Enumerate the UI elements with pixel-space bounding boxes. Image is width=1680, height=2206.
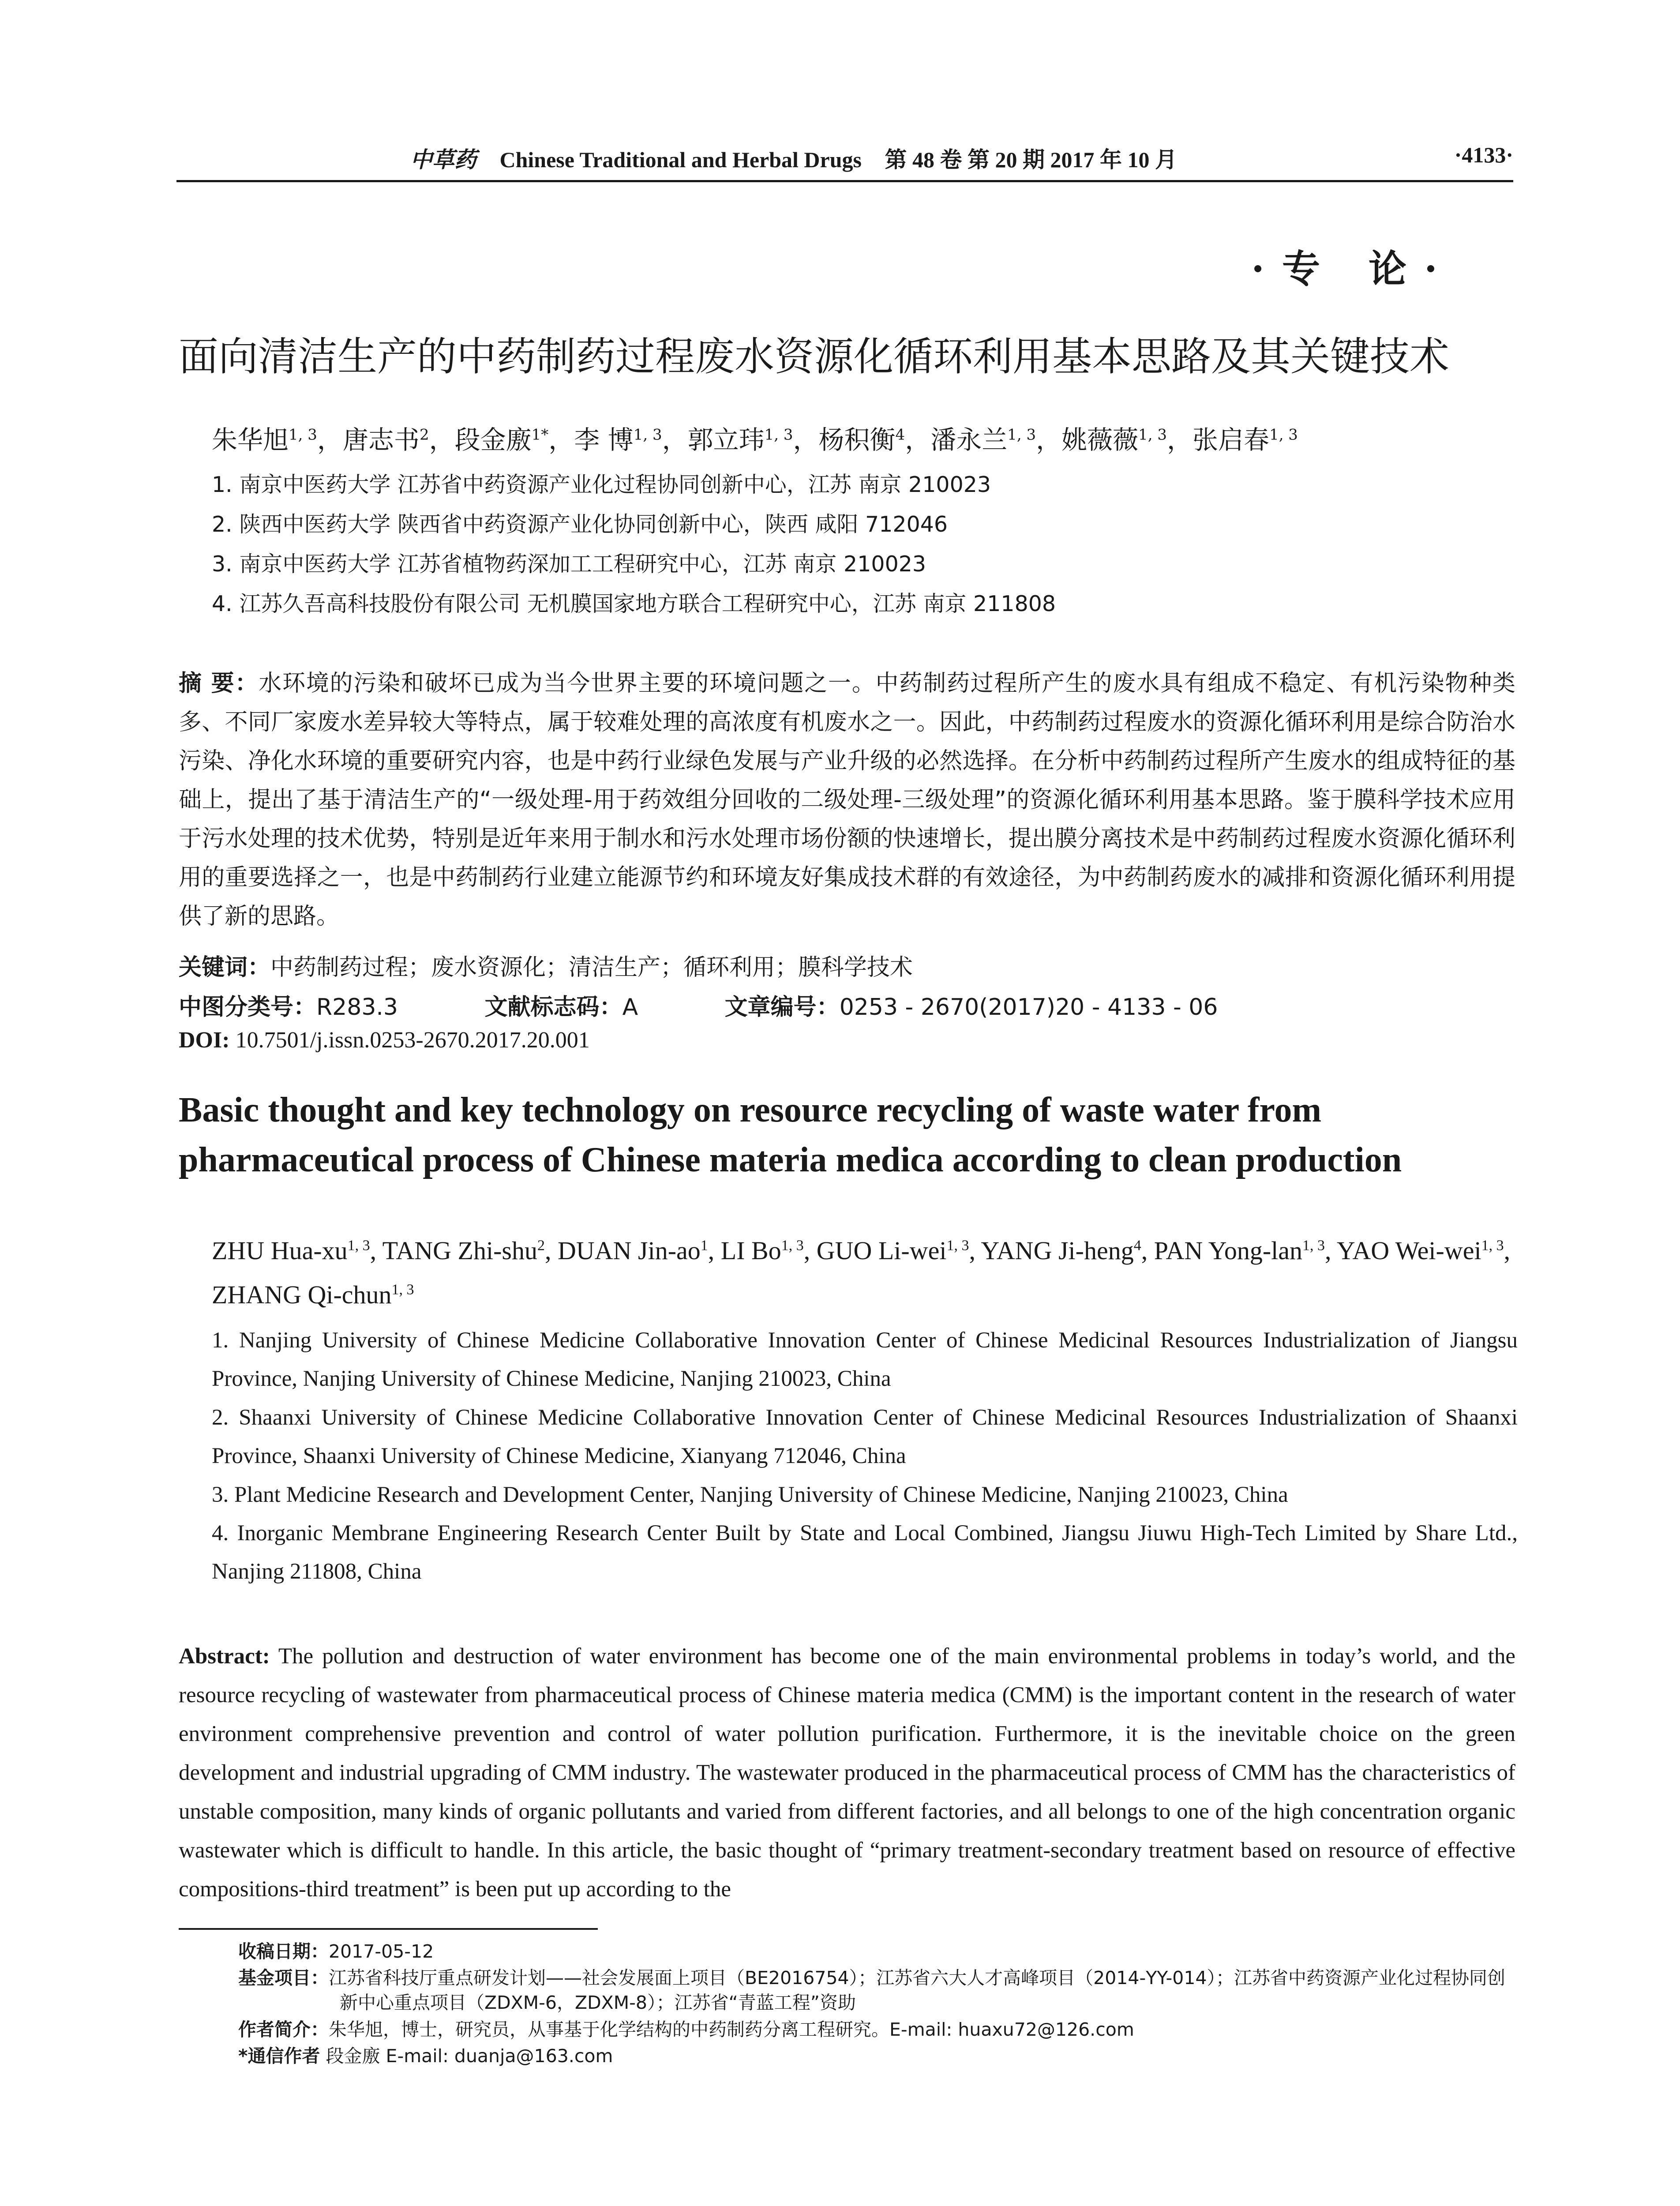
en-author-affiliation: 1: [700, 1238, 708, 1254]
cn-author-name: 朱华旭: [212, 425, 289, 455]
running-header: [176, 138, 1513, 182]
affiliation-en-1-text: Nanjing University of Chinese Medicine Collaborative Innovation Center of Chinese Medicinal Resources Industrialization of Jiangsu Province, Nanjing University of Chinese Medicine, Nanjing 210023, China: [212, 1328, 1518, 1391]
cn-author-affiliation: 1, 3: [633, 426, 662, 444]
journal-name-cn: 中草药: [410, 146, 476, 173]
affiliation-en-4: [212, 1514, 1518, 1591]
abstract-en-label: Abstract:: [179, 1644, 270, 1669]
en-author-name: LI Bo: [720, 1236, 781, 1265]
en-author-affiliation: 1, 3: [946, 1238, 969, 1254]
en-author-name: ZHANG Qi-chun: [212, 1280, 392, 1309]
doi-line: [179, 1027, 590, 1053]
en-author-name: DUAN Jin-ao: [557, 1236, 701, 1265]
affiliation-en-3-num: 3.: [212, 1482, 229, 1507]
en-author: DUAN Jin-$ao^1$,: [557, 1236, 721, 1265]
cn-author-affiliation: 1, 3: [1269, 426, 1298, 444]
en-author: [212, 1280, 414, 1309]
cn-author-name: 李 博: [574, 425, 634, 455]
section-label: ·专 论·: [1251, 247, 1455, 291]
en-author-name: GUO Li-wei: [816, 1236, 947, 1265]
classification-line: [179, 988, 1218, 1021]
fund-text: 江苏省科技厅重点研发计划——社会发展面上项目（BE2016754）；江苏省六大人才高峰项目（2014-YY-014）；江苏省中药资源产业化过程协同创新中心重点项目（ZDXM-6，ZDXM-8）；江苏省“青蓝工程”资助: [329, 1967, 1506, 2013]
article-number-label: 文章编号：: [724, 994, 840, 1020]
affiliation-en-2-num: 2.: [212, 1405, 229, 1430]
cn-author-name: 段金廒: [454, 425, 532, 455]
abstract-en: [179, 1637, 1515, 1909]
authors-en: [212, 1227, 1518, 1314]
en-author-affiliation: 1, 3: [1302, 1238, 1325, 1254]
cn-author-name: 唐志书: [342, 425, 420, 455]
keywords-text: 中药制药过程；废水资源化；清洁生产；循环利用；膜科学技术: [270, 954, 913, 981]
doc-code-value: A: [622, 994, 638, 1020]
cn-author: 姚薇薇$^{1, 3}$，: [1061, 425, 1193, 455]
en-author: YAO Wei-wei$^{1, 3}$,: [1336, 1236, 1511, 1265]
en-author: GUO Li-wei$^{1, 3}$,: [816, 1236, 981, 1265]
fund-label: 基金项目：: [238, 1967, 329, 1988]
footnote-correspondence: [238, 2044, 1509, 2068]
cn-author-affiliation: 2: [419, 426, 429, 444]
en-author-affiliation: 1, 3: [347, 1238, 370, 1254]
abstract-en-text: The pollution and destruction of water environment has become one of the main environmental problems in today’s world, and the resource recycling of wastewater from pharmaceutical process of Chinese materia medica (CMM) is the important content in the research of water environment comprehensive prevention and control of water pollution purification. Furthermore, it is the inevitable choice on the green development and industrial upgrading of CMM industry. The wastewater produced in the pharmaceutical process of CMM has the characteristics of unstable composition, many kinds of organic pollutants and varied from different factories, and all belongs to one of the high concentration organic wastewater which is difficult to handle. In this article, the basic thought of “primary treatment-secondary treatment based on resource of effective compositions-third treatment” is been put up according to the: [179, 1644, 1515, 1902]
cn-author: [1192, 425, 1298, 455]
cn-author-affiliation: 1, 3: [289, 426, 317, 444]
en-author-affiliation: 2: [537, 1238, 545, 1254]
en-author-name: TANG Zhi-shu: [382, 1236, 537, 1265]
en-author-name: ZHU Hua-xu: [212, 1236, 348, 1265]
en-author: PAN Yong-lan$^{1, 3}$,: [1154, 1236, 1337, 1265]
abstract-cn: [179, 664, 1515, 936]
journal-name-en: Chinese Traditional and Herbal Drugs: [499, 147, 862, 172]
keywords: [179, 949, 913, 982]
cn-author-affiliation: 1*: [531, 426, 549, 444]
en-author: YANG Ji-heng$^4$,: [981, 1236, 1154, 1265]
affiliation-en-2: [212, 1399, 1518, 1475]
title-en: Basic thought and key technology on resource recycling of waste water from pharmaceutical process of Chinese materia medica according to clean production: [179, 1091, 1402, 1179]
footnote-fund: [238, 1966, 1509, 2015]
journal-header: [410, 142, 1177, 174]
en-author-name: YAO Wei-wei: [1336, 1236, 1481, 1265]
cn-author: 段金廒$^{1*}$，: [454, 425, 574, 455]
cn-author: 潘永兰$^{1, 3}$，: [930, 425, 1062, 455]
affiliation-cn-4: 4. 江苏久吾高科技股份有限公司 无机膜国家地方联合工程研究中心，江苏 南京 211808: [212, 591, 1056, 616]
footnote-divider: [179, 1928, 598, 1930]
received-date: 2017-05-12: [329, 1941, 434, 1962]
affiliation-en-1: [212, 1321, 1518, 1398]
issue-info: 第 48 卷 第 20 期 2017 年 10 月: [885, 147, 1177, 172]
en-author-name: PAN Yong-lan: [1154, 1236, 1303, 1265]
abstract-cn-label: 摘 要：: [179, 670, 259, 697]
bio-label: 作者简介：: [238, 2019, 329, 2040]
received-label: 收稿日期：: [238, 1941, 329, 1962]
cn-author: 唐志书$^2$，: [342, 425, 455, 455]
affiliation-en-3-text: Plant Medicine Research and Development Center, Nanjing University of Chinese Medicine, Nanjing 210023, China: [234, 1482, 1288, 1507]
corr-text: 段金廒 E-mail: duanja@163.com: [326, 2045, 613, 2067]
affiliation-cn-1: 1. 南京中医药大学 江苏省中药资源产业化过程协同创新中心，江苏 南京 210023: [212, 472, 991, 497]
bio-text: 朱华旭，博士，研究员，从事基于化学结构的中药制药分离工程研究。E-mail: huaxu72@126.com: [329, 2019, 1134, 2040]
cn-author: 李 博$^{1, 3}$，: [574, 425, 688, 455]
en-author-name: YANG Ji-heng: [981, 1236, 1134, 1265]
en-author: LI Bo$^{1, 3}$,: [720, 1236, 817, 1265]
en-author-affiliation: 1, 3: [1481, 1238, 1504, 1254]
article-number-value: 0253 - 2670(2017)20 - 4133 - 06: [839, 994, 1218, 1020]
cn-author-name: 姚薇薇: [1061, 425, 1139, 455]
cn-author-name: 潘永兰: [930, 425, 1008, 455]
en-author-affiliation: 1, 3: [781, 1238, 804, 1254]
abstract-cn-text: 水环境的污染和破坏已成为当今世界主要的环境问题之一。中药制药过程所产生的废水具有组成不稳定、有机污染物种类多、不同厂家废水差异较大等特点，属于较难处理的高浓度有机废水之一。因此，中药制药过程废水的资源化循环利用是综合防治水污染、净化水环境的重要研究内容，也是中药行业绿色发展与产业升级的必然选择。在分析中药制药过程所产生废水的组成特征的基础上，提出了基于清洁生产的“一级处理-用于药效组分回收的二级处理-三级处理”的资源化循环利用基本思路。鉴于膜科学技术应用于污水处理的技术优势，特别是近年来用于制水和污水处理市场份额的快速增长，提出膜分离技术是中药制药过程废水资源化循环利用的重要选择之一，也是中药制药行业建立能源节约和环境友好集成技术群的有效途径，为中药制药废水的减排和资源化循环利用提供了新的思路。: [179, 670, 1515, 930]
title-cn: 面向清洁生产的中药制药过程废水资源化循环利用基本思路及其关键技术: [179, 334, 1449, 380]
clc-value: R283.3: [316, 994, 398, 1020]
authors-cn: [212, 419, 1298, 456]
doc-code-label: 文献标志码：: [484, 994, 622, 1020]
cn-author: 杨积衡$^4$，: [818, 425, 931, 455]
en-author-affiliation: 1, 3: [391, 1281, 414, 1298]
cn-author: 朱华旭$^{1, 3}$，: [212, 425, 343, 455]
doi-link[interactable]: 10.7501/j.issn.0253-2670.2017.20.001: [235, 1028, 590, 1053]
affiliation-en-2-text: Shaanxi University of Chinese Medicine Collaborative Innovation Center of Chinese Medicinal Resources Industrialization of Shaanxi Province, Shaanxi University of Chinese Medicine, Xianyang 712046, China: [212, 1405, 1518, 1468]
cn-author-name: 郭立玮: [687, 425, 765, 455]
corr-label: *通信作者: [238, 2045, 320, 2067]
affiliation-en-4-text: Inorganic Membrane Engineering Research Center Built by State and Local Combined, Jiangsu Jiuwu High-Tech Limited by Share Ltd., Nanjing 211808, China: [212, 1521, 1518, 1584]
affiliation-en-4-num: 4.: [212, 1521, 229, 1546]
cn-author-affiliation: 1, 3: [764, 426, 793, 444]
affiliation-en-1-num: 1.: [212, 1328, 229, 1353]
en-author: ZHU Hua-xu$^{1, 3}$,: [212, 1236, 382, 1265]
cn-author-name: 张启春: [1192, 425, 1270, 455]
keywords-label: 关键词：: [179, 954, 271, 981]
cn-author-affiliation: 1, 3: [1138, 426, 1167, 444]
cn-author-affiliation: 1, 3: [1007, 426, 1036, 444]
affiliation-en-3: [212, 1476, 1518, 1514]
en-author: TANG Zhi-shu$^2$,: [382, 1236, 558, 1265]
page-number: ·4133·: [1454, 143, 1513, 167]
cn-author: 郭立玮$^{1, 3}$，: [687, 425, 819, 455]
affiliation-cn-3: 3. 南京中医药大学 江苏省植物药深加工工程研究中心，江苏 南京 210023: [212, 552, 926, 577]
doi-label: DOI:: [179, 1028, 230, 1053]
en-author-affiliation: 4: [1133, 1238, 1141, 1254]
footnote-received: [238, 1939, 1509, 1964]
footnote-bio: [238, 2017, 1509, 2042]
cn-author-name: 杨积衡: [818, 425, 896, 455]
cn-author-affiliation: 4: [895, 426, 905, 444]
clc-label: 中图分类号：: [179, 994, 317, 1020]
affiliation-cn-2: 2. 陕西中医药大学 陕西省中药资源产业化协同创新中心，陕西 咸阳 712046: [212, 512, 948, 537]
